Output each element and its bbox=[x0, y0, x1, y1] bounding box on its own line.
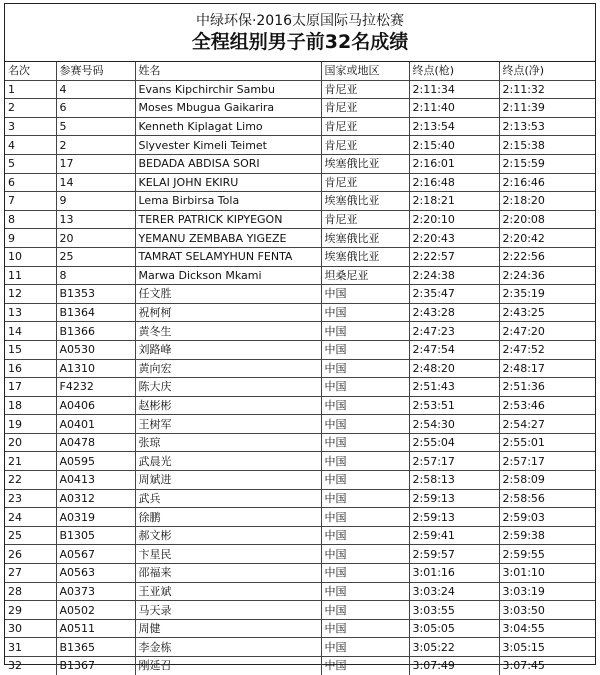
cell-name: 马天录 bbox=[135, 601, 321, 620]
cell-rank: 26 bbox=[5, 545, 56, 564]
cell-net-time: 2:18:20 bbox=[499, 192, 595, 211]
cell-gun-time: 2:18:21 bbox=[409, 192, 499, 211]
header-name: 姓名 bbox=[135, 62, 321, 80]
cell-bib: A0406 bbox=[56, 396, 135, 415]
cell-net-time: 2:54:27 bbox=[499, 415, 595, 434]
cell-name: 郝文彬 bbox=[135, 526, 321, 545]
cell-rank: 7 bbox=[5, 192, 56, 211]
cell-name: 徐鹏 bbox=[135, 508, 321, 527]
cell-bib: A0478 bbox=[56, 433, 135, 452]
table-row bbox=[5, 359, 595, 378]
cell-net-time: 2:35:19 bbox=[499, 285, 595, 304]
table-row bbox=[5, 192, 595, 211]
cell-gun-time: 2:20:43 bbox=[409, 229, 499, 248]
cell-name: 卞星民 bbox=[135, 545, 321, 564]
cell-rank: 19 bbox=[5, 415, 56, 434]
cell-net-time: 3:03:19 bbox=[499, 582, 595, 601]
cell-country: 中国 bbox=[321, 508, 409, 527]
cell-country: 中国 bbox=[321, 303, 409, 322]
table-row bbox=[5, 508, 595, 527]
cell-gun-time: 2:35:47 bbox=[409, 285, 499, 304]
cell-name: BEDADA ABDISA SORI bbox=[135, 154, 321, 173]
cell-net-time: 2:47:20 bbox=[499, 322, 595, 341]
table-row bbox=[5, 657, 595, 675]
cell-bib: 6 bbox=[56, 99, 135, 118]
cell-gun-time: 2:43:28 bbox=[409, 303, 499, 322]
header-gun-time: 终点(枪) bbox=[409, 62, 499, 80]
cell-gun-time: 2:48:20 bbox=[409, 359, 499, 378]
cell-gun-time: 2:59:57 bbox=[409, 545, 499, 564]
cell-country: 中国 bbox=[321, 452, 409, 471]
cell-bib: 4 bbox=[56, 80, 135, 99]
cell-net-time: 2:58:56 bbox=[499, 489, 595, 508]
cell-net-time: 2:59:55 bbox=[499, 545, 595, 564]
cell-net-time: 2:48:17 bbox=[499, 359, 595, 378]
cell-gun-time: 2:53:51 bbox=[409, 396, 499, 415]
cell-gun-time: 3:03:55 bbox=[409, 601, 499, 620]
cell-bib: A0413 bbox=[56, 471, 135, 490]
cell-net-time: 2:53:46 bbox=[499, 396, 595, 415]
cell-net-time: 2:58:09 bbox=[499, 471, 595, 490]
cell-name: 赵彬彬 bbox=[135, 396, 321, 415]
cell-name: TAMRAT SELAMYHUN FENTA bbox=[135, 247, 321, 266]
cell-net-time: 2:43:25 bbox=[499, 303, 595, 322]
cell-name: 邵福来 bbox=[135, 564, 321, 583]
cell-name: 陈大庆 bbox=[135, 378, 321, 397]
table-row bbox=[5, 582, 595, 601]
cell-gun-time: 2:20:10 bbox=[409, 210, 499, 229]
cell-rank: 29 bbox=[5, 601, 56, 620]
cell-bib: 13 bbox=[56, 210, 135, 229]
table-row bbox=[5, 340, 595, 359]
cell-bib: A0401 bbox=[56, 415, 135, 434]
cell-rank: 1 bbox=[5, 80, 56, 99]
cell-country: 中国 bbox=[321, 359, 409, 378]
cell-rank: 20 bbox=[5, 433, 56, 452]
header-bib: 参赛号码 bbox=[56, 62, 135, 80]
cell-name: Slyvester Kimeli Teimet bbox=[135, 136, 321, 155]
table-row bbox=[5, 526, 595, 545]
cell-rank: 10 bbox=[5, 247, 56, 266]
cell-name: Kenneth Kiplagat Limo bbox=[135, 117, 321, 136]
cell-net-time: 3:03:50 bbox=[499, 601, 595, 620]
cell-gun-time: 2:55:04 bbox=[409, 433, 499, 452]
cell-net-time: 2:20:42 bbox=[499, 229, 595, 248]
cell-rank: 30 bbox=[5, 619, 56, 638]
cell-name: Moses Mbugua Gaikarira bbox=[135, 99, 321, 118]
cell-gun-time: 2:11:34 bbox=[409, 80, 499, 99]
cell-rank: 11 bbox=[5, 266, 56, 285]
cell-net-time: 2:13:53 bbox=[499, 117, 595, 136]
cell-net-time: 2:20:08 bbox=[499, 210, 595, 229]
cell-country: 中国 bbox=[321, 396, 409, 415]
cell-rank: 25 bbox=[5, 526, 56, 545]
table-row bbox=[5, 638, 595, 657]
cell-bib: 17 bbox=[56, 154, 135, 173]
cell-country: 中国 bbox=[321, 619, 409, 638]
cell-rank: 2 bbox=[5, 99, 56, 118]
cell-rank: 8 bbox=[5, 210, 56, 229]
results-table bbox=[5, 62, 595, 675]
cell-rank: 15 bbox=[5, 340, 56, 359]
results-body bbox=[5, 80, 595, 675]
cell-rank: 23 bbox=[5, 489, 56, 508]
table-row bbox=[5, 80, 595, 99]
cell-country: 中国 bbox=[321, 433, 409, 452]
cell-gun-time: 2:59:13 bbox=[409, 508, 499, 527]
cell-gun-time: 2:16:01 bbox=[409, 154, 499, 173]
cell-bib: A0567 bbox=[56, 545, 135, 564]
cell-gun-time: 2:24:38 bbox=[409, 266, 499, 285]
cell-net-time: 3:01:10 bbox=[499, 564, 595, 583]
cell-net-time: 2:55:01 bbox=[499, 433, 595, 452]
table-row bbox=[5, 415, 595, 434]
cell-bib: B1366 bbox=[56, 322, 135, 341]
cell-country: 肯尼亚 bbox=[321, 173, 409, 192]
cell-bib: B1353 bbox=[56, 285, 135, 304]
event-title: 中绿环保·2016太原国际马拉松赛 bbox=[195, 13, 405, 29]
cell-rank: 31 bbox=[5, 638, 56, 657]
cell-rank: 16 bbox=[5, 359, 56, 378]
cell-rank: 3 bbox=[5, 117, 56, 136]
header-net-time: 终点(净) bbox=[499, 62, 595, 80]
cell-gun-time: 3:07:49 bbox=[409, 657, 499, 675]
cell-name: 祝柯柯 bbox=[135, 303, 321, 322]
cell-net-time: 2:57:17 bbox=[499, 452, 595, 471]
cell-bib: 8 bbox=[56, 266, 135, 285]
table-row bbox=[5, 452, 595, 471]
table-row bbox=[5, 545, 595, 564]
cell-rank: 27 bbox=[5, 564, 56, 583]
table-row bbox=[5, 285, 595, 304]
cell-bib: 9 bbox=[56, 192, 135, 211]
cell-country: 中国 bbox=[321, 638, 409, 657]
table-row bbox=[5, 471, 595, 490]
cell-rank: 17 bbox=[5, 378, 56, 397]
cell-country: 肯尼亚 bbox=[321, 99, 409, 118]
cell-bib: A0595 bbox=[56, 452, 135, 471]
table-row bbox=[5, 117, 595, 136]
cell-gun-time: 2:47:54 bbox=[409, 340, 499, 359]
table-row bbox=[5, 378, 595, 397]
table-row bbox=[5, 136, 595, 155]
cell-net-time: 2:24:36 bbox=[499, 266, 595, 285]
cell-rank: 22 bbox=[5, 471, 56, 490]
cell-name: 王亚斌 bbox=[135, 582, 321, 601]
cell-rank: 18 bbox=[5, 396, 56, 415]
cell-country: 坦桑尼亚 bbox=[321, 266, 409, 285]
cell-country: 中国 bbox=[321, 378, 409, 397]
cell-country: 埃塞俄比亚 bbox=[321, 229, 409, 248]
table-row bbox=[5, 564, 595, 583]
cell-bib: 20 bbox=[56, 229, 135, 248]
cell-bib: B1365 bbox=[56, 638, 135, 657]
cell-net-time: 2:59:03 bbox=[499, 508, 595, 527]
cell-name: 刚延召 bbox=[135, 657, 321, 675]
cell-rank: 6 bbox=[5, 173, 56, 192]
cell-net-time: 2:16:46 bbox=[499, 173, 595, 192]
cell-bib: 25 bbox=[56, 247, 135, 266]
table-row bbox=[5, 433, 595, 452]
cell-bib: B1305 bbox=[56, 526, 135, 545]
cell-country: 埃塞俄比亚 bbox=[321, 154, 409, 173]
cell-bib: A0312 bbox=[56, 489, 135, 508]
cell-bib: A0511 bbox=[56, 619, 135, 638]
cell-gun-time: 2:57:17 bbox=[409, 452, 499, 471]
cell-net-time: 3:07:45 bbox=[499, 657, 595, 675]
table-row bbox=[5, 210, 595, 229]
cell-country: 中国 bbox=[321, 526, 409, 545]
cell-gun-time: 3:05:22 bbox=[409, 638, 499, 657]
cell-country: 中国 bbox=[321, 564, 409, 583]
cell-gun-time: 2:47:23 bbox=[409, 322, 499, 341]
cell-bib: A1310 bbox=[56, 359, 135, 378]
cell-bib: A0563 bbox=[56, 564, 135, 583]
cell-net-time: 2:51:36 bbox=[499, 378, 595, 397]
cell-net-time: 2:59:38 bbox=[499, 526, 595, 545]
cell-gun-time: 2:15:40 bbox=[409, 136, 499, 155]
cell-rank: 32 bbox=[5, 657, 56, 675]
cell-country: 肯尼亚 bbox=[321, 80, 409, 99]
cell-bib: A0502 bbox=[56, 601, 135, 620]
cell-bib: B1364 bbox=[56, 303, 135, 322]
cell-name: 张琼 bbox=[135, 433, 321, 452]
cell-country: 肯尼亚 bbox=[321, 136, 409, 155]
cell-rank: 12 bbox=[5, 285, 56, 304]
cell-country: 中国 bbox=[321, 489, 409, 508]
cell-rank: 9 bbox=[5, 229, 56, 248]
cell-rank: 24 bbox=[5, 508, 56, 527]
cell-name: 李金栋 bbox=[135, 638, 321, 657]
cell-name: 刘路峰 bbox=[135, 340, 321, 359]
cell-name: Marwa Dickson Mkami bbox=[135, 266, 321, 285]
cell-bib: 5 bbox=[56, 117, 135, 136]
cell-country: 埃塞俄比亚 bbox=[321, 192, 409, 211]
cell-rank: 28 bbox=[5, 582, 56, 601]
cell-name: 周斌进 bbox=[135, 471, 321, 490]
cell-net-time: 2:11:39 bbox=[499, 99, 595, 118]
cell-rank: 4 bbox=[5, 136, 56, 155]
cell-country: 中国 bbox=[321, 657, 409, 675]
header-rank: 名次 bbox=[5, 62, 56, 80]
cell-rank: 14 bbox=[5, 322, 56, 341]
table-row bbox=[5, 489, 595, 508]
table-row bbox=[5, 303, 595, 322]
header-country: 国家或地区 bbox=[321, 62, 409, 80]
cell-net-time: 2:15:59 bbox=[499, 154, 595, 173]
cell-name: KELAI JOHN EKIRU bbox=[135, 173, 321, 192]
cell-gun-time: 2:58:13 bbox=[409, 471, 499, 490]
table-row bbox=[5, 396, 595, 415]
cell-country: 中国 bbox=[321, 285, 409, 304]
cell-gun-time: 2:54:30 bbox=[409, 415, 499, 434]
cell-bib: A0373 bbox=[56, 582, 135, 601]
cell-country: 中国 bbox=[321, 340, 409, 359]
cell-gun-time: 2:13:54 bbox=[409, 117, 499, 136]
cell-country: 肯尼亚 bbox=[321, 117, 409, 136]
cell-gun-time: 3:01:16 bbox=[409, 564, 499, 583]
cell-bib: 2 bbox=[56, 136, 135, 155]
table-row bbox=[5, 266, 595, 285]
table-row bbox=[5, 154, 595, 173]
cell-bib: A0530 bbox=[56, 340, 135, 359]
cell-country: 肯尼亚 bbox=[321, 210, 409, 229]
cell-country: 中国 bbox=[321, 545, 409, 564]
cell-rank: 21 bbox=[5, 452, 56, 471]
cell-net-time: 3:04:55 bbox=[499, 619, 595, 638]
cell-name: 任文胜 bbox=[135, 285, 321, 304]
table-row bbox=[5, 619, 595, 638]
cell-country: 中国 bbox=[321, 601, 409, 620]
cell-gun-time: 2:22:57 bbox=[409, 247, 499, 266]
table-row bbox=[5, 247, 595, 266]
cell-net-time: 2:11:32 bbox=[499, 80, 595, 99]
cell-rank: 13 bbox=[5, 303, 56, 322]
cell-net-time: 2:22:56 bbox=[499, 247, 595, 266]
cell-country: 中国 bbox=[321, 471, 409, 490]
cell-rank: 5 bbox=[5, 154, 56, 173]
cell-name: YEMANU ZEMBABA YIGEZE bbox=[135, 229, 321, 248]
cell-gun-time: 3:05:05 bbox=[409, 619, 499, 638]
table-row bbox=[5, 173, 595, 192]
cell-name: Lema Birbirsa Tola bbox=[135, 192, 321, 211]
cell-name: Evans Kipchirchir Sambu bbox=[135, 80, 321, 99]
cell-gun-time: 3:03:24 bbox=[409, 582, 499, 601]
cell-gun-time: 2:11:40 bbox=[409, 99, 499, 118]
cell-country: 中国 bbox=[321, 322, 409, 341]
table-row bbox=[5, 229, 595, 248]
cell-gun-time: 2:16:48 bbox=[409, 173, 499, 192]
results-title: 全程组别男子前32名成绩 bbox=[191, 31, 409, 53]
table-row bbox=[5, 322, 595, 341]
cell-name: 武兵 bbox=[135, 489, 321, 508]
cell-net-time: 2:47:52 bbox=[499, 340, 595, 359]
table-row bbox=[5, 99, 595, 118]
cell-name: TERER PATRICK KIPYEGON bbox=[135, 210, 321, 229]
table-row bbox=[5, 601, 595, 620]
cell-name: 周健 bbox=[135, 619, 321, 638]
cell-country: 中国 bbox=[321, 415, 409, 434]
cell-gun-time: 2:59:41 bbox=[409, 526, 499, 545]
cell-name: 王树军 bbox=[135, 415, 321, 434]
cell-net-time: 2:15:38 bbox=[499, 136, 595, 155]
cell-bib: 14 bbox=[56, 173, 135, 192]
cell-bib: F4232 bbox=[56, 378, 135, 397]
title-block bbox=[5, 4, 595, 62]
cell-name: 黄冬生 bbox=[135, 322, 321, 341]
table-header-row bbox=[5, 62, 595, 80]
cell-name: 黄向宏 bbox=[135, 359, 321, 378]
cell-net-time: 3:05:15 bbox=[499, 638, 595, 657]
cell-gun-time: 2:51:43 bbox=[409, 378, 499, 397]
cell-country: 中国 bbox=[321, 582, 409, 601]
cell-bib: B1367 bbox=[56, 657, 135, 675]
cell-gun-time: 2:59:13 bbox=[409, 489, 499, 508]
cell-name: 武晨光 bbox=[135, 452, 321, 471]
cell-country: 埃塞俄比亚 bbox=[321, 247, 409, 266]
cell-bib: A0319 bbox=[56, 508, 135, 527]
results-sheet bbox=[4, 3, 596, 673]
